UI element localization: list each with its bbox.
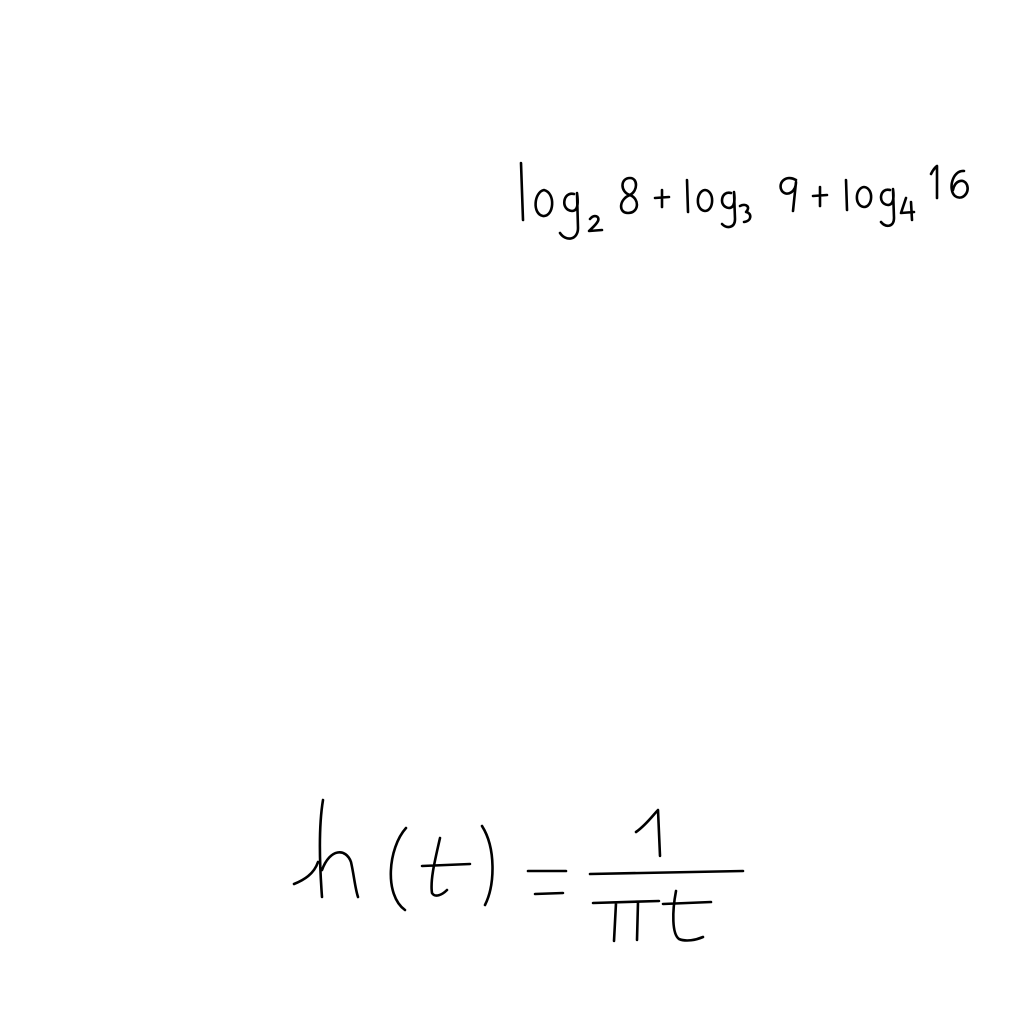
stroke-l bbox=[521, 163, 523, 220]
stroke-8 bbox=[621, 178, 637, 213]
stroke-l-3 bbox=[846, 180, 847, 210]
stroke-lparen bbox=[391, 828, 406, 910]
stroke-t bbox=[422, 838, 470, 896]
stroke-1 bbox=[931, 166, 937, 198]
stroke-t-denominator bbox=[663, 891, 711, 940]
stroke-6 bbox=[952, 171, 968, 198]
stroke-g bbox=[560, 193, 578, 239]
stroke-plus-2 bbox=[813, 187, 827, 206]
stroke-o-3 bbox=[857, 187, 871, 207]
stroke-fraction-bar bbox=[590, 871, 743, 874]
stroke-plus-1 bbox=[655, 190, 669, 207]
stroke-o-2 bbox=[698, 190, 712, 211]
stroke-g-3 bbox=[881, 189, 894, 226]
expression-log-sum bbox=[521, 163, 968, 239]
stroke-rparen bbox=[482, 826, 493, 905]
stroke-equals bbox=[528, 871, 566, 894]
expression-hilbert-kernel bbox=[294, 800, 743, 941]
stroke-g-2 bbox=[722, 192, 735, 227]
stroke-sub-2 bbox=[589, 216, 602, 231]
stroke-h bbox=[294, 800, 358, 897]
stroke-pi bbox=[593, 901, 659, 941]
stroke-o bbox=[536, 190, 553, 216]
stroke-l-2 bbox=[687, 180, 688, 212]
stroke-sub-4 bbox=[901, 198, 914, 220]
stroke-numerator-1 bbox=[636, 810, 660, 856]
stroke-9 bbox=[781, 178, 796, 211]
stroke-sub-3 bbox=[740, 205, 750, 222]
